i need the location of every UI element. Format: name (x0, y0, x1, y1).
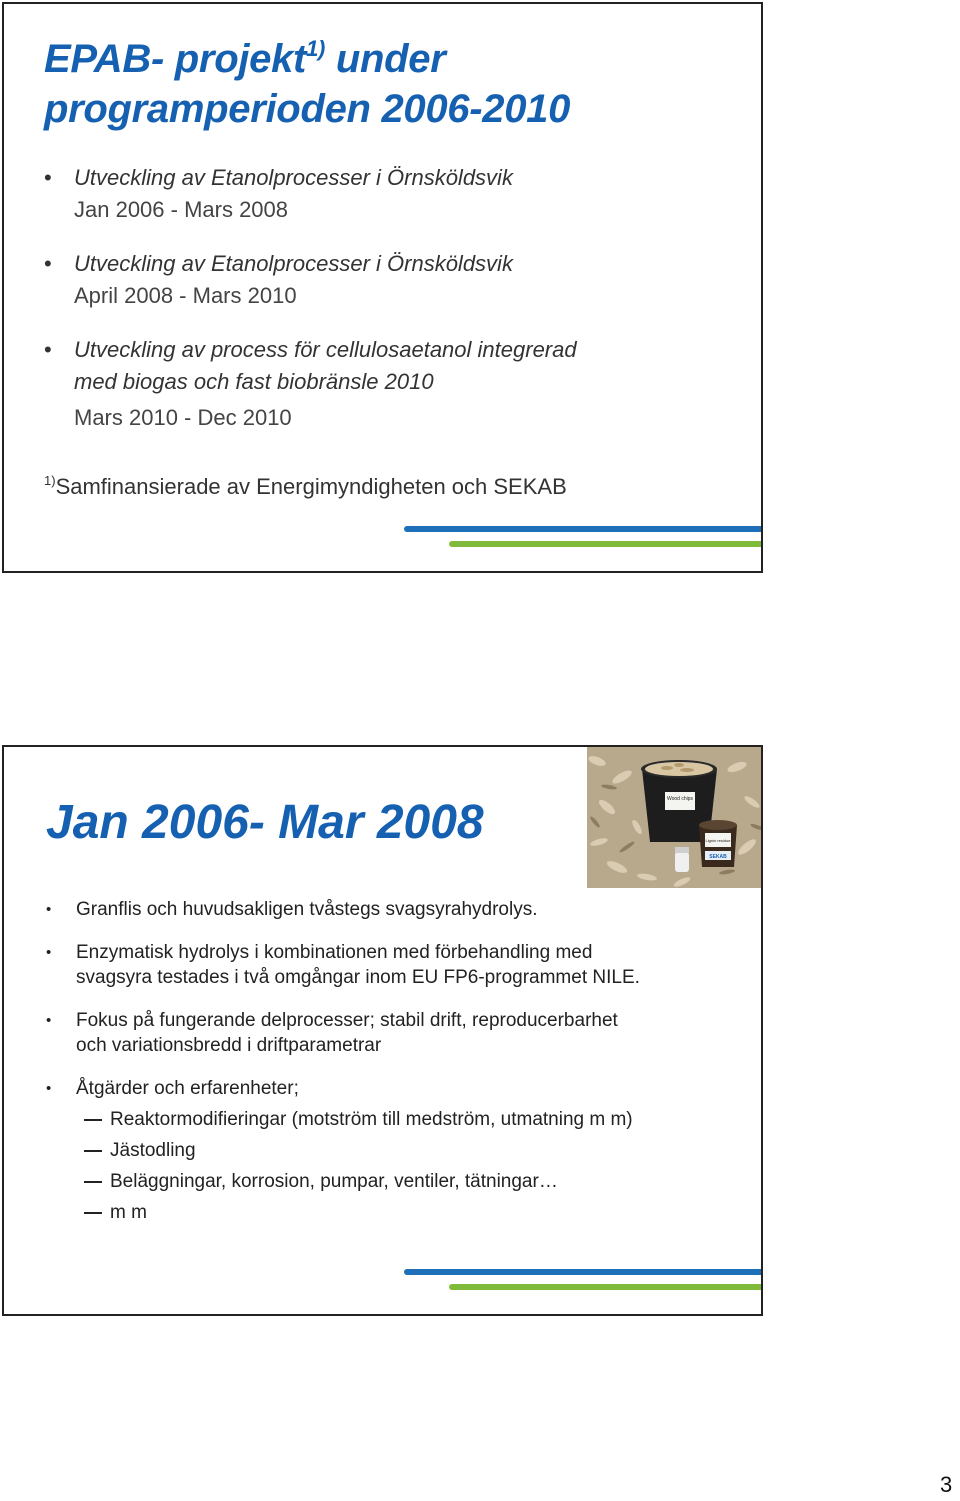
project-list (44, 162, 744, 456)
measures-sublist (76, 1107, 746, 1225)
slide-1-title: EPAB- projekt$^{1)}$ under programperioden 2006-2010 (44, 36, 571, 131)
blue-stripe (404, 526, 763, 532)
green-stripe (449, 1284, 763, 1290)
funding-footnote: $^{1)}$Samfinansierade av Energimyndigheten och SEKAB (44, 473, 567, 499)
list-item: • Utveckling av Etanolprocesser i Örnsköldsvik Jan 2006 - Mars 2008 (44, 165, 513, 222)
blue-stripe (404, 1269, 763, 1275)
project-name: Utveckling av process för cellulosaetanol integrerad (74, 337, 577, 362)
project-period: April 2008 - Mars 2010 (74, 283, 297, 308)
project-name-cont: med biogas och fast biobränsle 2010 (74, 369, 434, 394)
sublist-item: Jästodling (76, 1138, 746, 1163)
box-label: Lignin residue (705, 838, 731, 843)
list-item: • Fokus på fungerande delprocesser; stabil drift, reproducerbarhet och variationsbredd i driftparametrar (46, 1010, 618, 1056)
list-item: • Granflis och huvudsakligen tvåstegs svagsyrahydrolys. (46, 899, 538, 920)
project-period: Jan 2006 - Mars 2008 (74, 197, 289, 222)
slide-1 (2, 2, 763, 573)
slide-2 (2, 745, 763, 1316)
dash-marker (84, 1181, 102, 1183)
project-name: Utveckling av Etanolprocesser i Örnsköldsvik (74, 165, 513, 190)
sekab-logo-text: SEKAB (709, 854, 727, 860)
list-item: • Utveckling av Etanolprocesser i Örnsköldsvik April 2008 - Mars 2010 (44, 251, 513, 308)
list-item: • Åtgärder och erfarenheter; Reaktormodifieringar (motström till medström, utmatning m m) Jästodling Beläggningar, korrosion, pumpar, ventiler, tätningar… m m (46, 1076, 746, 1225)
experience-list (46, 897, 746, 1243)
title-footnote-mark: 1) (306, 36, 326, 61)
project-name: Utveckling av Etanolprocesser i Örnsköldsvik (74, 251, 513, 276)
dash-marker (84, 1150, 102, 1152)
list-item: • Enzymatisk hydrolys i kombinationen med förbehandling med svagsyra testades i två omgångar inom EU FP6-programmet NILE. (46, 942, 640, 988)
sublist-item: m m (76, 1200, 746, 1225)
slide-2-title: Jan 2006- Mar 2008 (46, 796, 484, 849)
project-period: Mars 2010 - Dec 2010 (74, 405, 292, 430)
dash-marker (84, 1119, 102, 1121)
green-stripe (449, 541, 763, 547)
list-item: • Utveckling av process för cellulosaetanol integrerad med biogas och fast biobränsle 2010 Mars 2010 - Dec 2010 (44, 334, 744, 434)
sublist-item: Beläggningar, korrosion, pumpar, ventiler, tätningar… (76, 1169, 746, 1194)
bucket-label: Wood chips (666, 796, 694, 802)
page-number: 3 (940, 1472, 953, 1497)
wood-chips-photo (587, 747, 763, 888)
dash-marker (84, 1212, 102, 1214)
sublist-item: Reaktormodifieringar (motström till medström, utmatning m m) (76, 1107, 746, 1132)
